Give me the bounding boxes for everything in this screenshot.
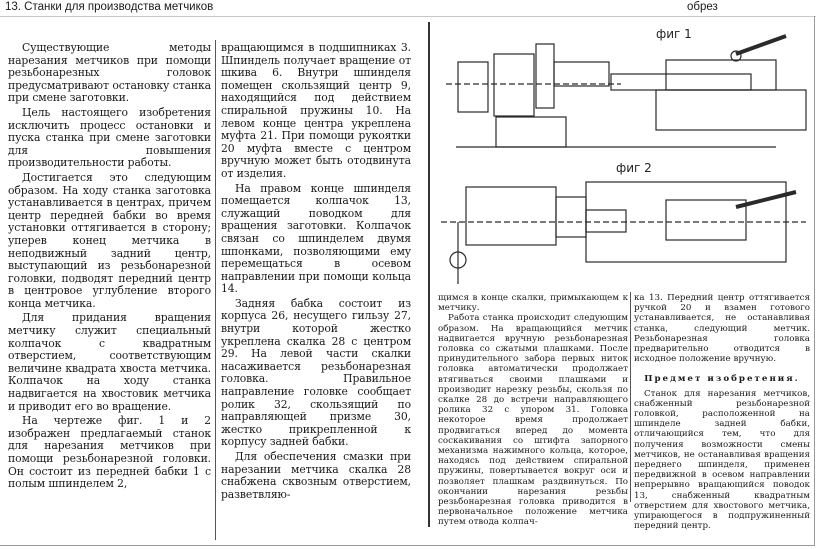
headstock-plan: [466, 187, 556, 245]
figure-2-label: фиг 2: [616, 161, 652, 175]
column-divider: [630, 292, 631, 502]
claims-heading: Предмет изобретения.: [644, 374, 800, 385]
paragraph: На правом конце шпинделя помещается колпачок 13, служащий поводком для вращения заготовки. Колпачок связан со шпинделем двумя шпонками, позволяющими ему перемещаться в осевом направлении при помощи кольца 14.: [221, 181, 411, 296]
tailstock: [666, 60, 776, 90]
technical-drawing: [436, 22, 812, 290]
spindle-flange: [536, 44, 554, 108]
paragraph: На чертеже фиг. 1 и 2 изображен предлагаемый станок для нарезания метчиков при помощи резьбонарезной головки. Он состоит из передней бабки 1 с полым шпинделем 2,: [8, 414, 211, 491]
paragraph: Работа станка происходит следующим образом. На вращающийся метчик надвигается вручную резьбонарезная головка со сжатыми плашками. После принудительного забора первых ниток головка автоматически продолжает втягиваться своими плашками и производит нарезку резьбы, скользя по скалке 28 до встречи направляющего ролика 32 с упором 31. Головка некоторое время продолжает продвигаться вперед до момента соскакивания со штифта запорного механизма нажимного кольца, которое, находясь под действием спиральной пружины, повертывается вокруг оси и позволяет плашкам раздвинуться. По окончании нарезания резьбы резьбонарезная головка приводится в первоначальное положение метчика путем отвода колпач-: [438, 313, 628, 528]
paragraph: щимся в конце скалки, примыкающем к метчику.: [438, 293, 628, 314]
pulley: [494, 54, 534, 116]
text-column-3: [438, 293, 628, 528]
text-column-1: [8, 42, 211, 493]
paragraph: Цель настоящего изобретения исключить процесс остановки и пуска станка при смене заготовки для повышения производительности работы.: [8, 105, 211, 170]
paragraph: Задняя бабка состоит из корпуса 26, несущего гильзу 27, внутри которой жестко укреплена скалка 28 с центром 29. На левой части скалки насаживается резьбонарезная головка. Правильное направление головке сообщает ролик 32, скользящий по направляющей призме 30, жестко прикрепленной к корпусу задней бабки.: [221, 296, 411, 449]
page-gutter-line: [428, 22, 430, 527]
figure-1-label: фиг 1: [656, 27, 692, 41]
column-divider: [215, 40, 216, 540]
text-column-2: [221, 42, 411, 503]
paragraph: Существующие методы нарезания метчиков при помощи резьбонарезных головок предусматривают остановку станка при смене заготовки.: [8, 41, 211, 105]
bearing-housing-left: [458, 62, 488, 112]
paragraph: ка 13. Передний центр оттягивается ручкой 20 и взамен готового устанавливается, не останавливая станка, следующий метчик. Резьбонарезная головка предварительно отводится в исходное положение вручную.: [634, 293, 810, 365]
slide-header: [0, 0, 816, 17]
slide-corner-label: обрез: [687, 1, 718, 13]
mandrel: [611, 74, 751, 90]
text-column-4: [634, 293, 810, 531]
paragraph: Для придания вращения метчику служит специальный колпачок с квадратным отверстием, соответствующим величине квадрата хвоста метчика. Колпачок на ходу станка надвигается на хвостовик метчика и приводит его во вращение.: [8, 311, 211, 413]
paragraph: вращающимся в подшипниках 3. Шпиндель получает вращение от шкива 6. Внутри шпинделя помещен скользящий центр 9, находящийся под действием спиральной пружины 10. На левом конце центра укреплена муфта 21. При помощи рукоятки 20 муфта вместе с центром вручную может быть отодвинута от изделия.: [221, 41, 411, 180]
paragraph: Достигается это следующим образом. На ходу станка заготовка устанавливается в центрах, причем центр передней бабки во время установки оттягивается в сторону; уперев конец метчика в неподвижный задний центр, выступающий из резьбонарезной головки, подводят передний центр в центровое углубление второго конца метчика.: [8, 170, 211, 310]
slide-title: 13. Станки для производства метчиков: [5, 1, 214, 13]
claim-paragraph: Станок для нарезания метчиков, снабженный резьбонарезной головкой, расположенной на шпинделе задней бабки, отличающийся тем, что для получения возможности смены метчиков, не останавливая вращения переднего шпинделя, применен передвижной в осевом направлении непрерывно вращающийся поводок 13, снабженный квадратным отверстием для хвостового метчика, упирающегося в подпружиненный передний центр.: [634, 388, 810, 532]
paragraph: Для обеспечения смазки при нарезании метчика скалка 28 снабжена сквозным отверстием, разветвляю-: [221, 450, 411, 501]
